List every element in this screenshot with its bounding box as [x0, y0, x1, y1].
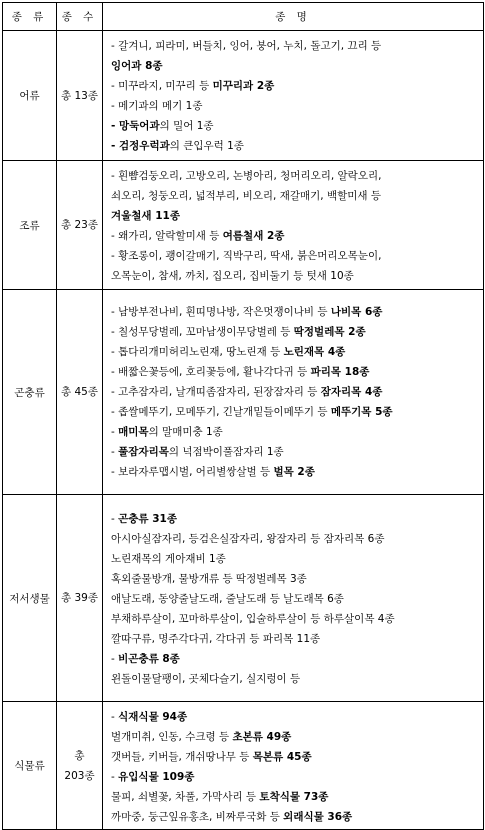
species-text: 노린재목의 게아재비 1종	[111, 553, 226, 565]
species-group-bold: 풀잠자리목	[118, 446, 169, 458]
species-line	[111, 462, 483, 482]
species-text: - 보라자루맵시벌, 어리별쌍살벌 등	[111, 466, 274, 478]
count-cell	[57, 290, 103, 495]
species-line	[111, 402, 483, 422]
count-text: 총 39종	[61, 592, 98, 604]
species-cell	[103, 495, 484, 702]
species-line	[111, 302, 483, 322]
category-cell: 조류	[3, 161, 57, 290]
species-text: - 흰뺨검둥오리, 고방오리, 논병아리, 청머리오리, 알락오리,	[111, 170, 382, 182]
species-group-bold: 파리목 18종	[310, 366, 370, 378]
species-group-bold: 토착식물 73종	[259, 791, 329, 803]
count-cell	[57, 702, 103, 830]
species-line	[111, 116, 483, 136]
species-text: - 남방부전나비, 흰띠명나방, 작은멋쟁이나비 등	[111, 306, 331, 318]
species-group-bold: - 검정우럭과	[111, 140, 170, 152]
species-line	[111, 767, 483, 787]
species-line	[111, 266, 483, 286]
species-group-bold: 매미목	[118, 426, 149, 438]
species-text: -	[111, 426, 119, 438]
species-line	[111, 186, 483, 206]
species-group-bold: 겨울철새 11종	[111, 210, 180, 222]
header-species: 종 명	[103, 3, 484, 31]
species-text: -	[111, 513, 119, 525]
species-line	[111, 226, 483, 246]
species-text: - 배짧은꽃등에, 호리꽃등에, 활나각다귀 등	[111, 366, 311, 378]
species-text: - 칠성무당벌레, 꼬마남생이무당벌레 등	[111, 326, 294, 338]
species-text: 의 큰입우럭 1종	[169, 140, 244, 152]
species-text: 혹외줄물방개, 물방개류 등 딱정벌레목 3종	[111, 573, 307, 585]
species-line	[111, 342, 483, 362]
table-body	[3, 31, 484, 830]
species-text: - 왜가리, 알락할미새 등	[111, 230, 223, 242]
species-line	[111, 76, 483, 96]
category-cell: 어류	[3, 31, 57, 161]
species-line	[111, 649, 483, 669]
species-cell	[103, 161, 484, 290]
species-text: 애날도래, 동양줄날도래, 줄날도래 등 날도래목 6종	[111, 593, 344, 605]
species-group-bold: 잉어과 8종	[111, 60, 163, 72]
species-group-bold: 잠자리목 4종	[320, 386, 383, 398]
species-line	[111, 382, 483, 402]
species-line	[111, 609, 483, 629]
species-line	[111, 206, 483, 226]
species-line	[111, 166, 483, 186]
species-cell	[103, 31, 484, 161]
species-line	[111, 422, 483, 442]
count-cell	[57, 31, 103, 161]
species-group-bold: 외래식물 36종	[283, 811, 353, 823]
species-line	[111, 787, 483, 807]
species-group-bold: 여름철새 2종	[222, 230, 285, 242]
species-text: 왼돌이물달팽이, 곳체다슬기, 실지렁이 등	[111, 673, 301, 685]
header-count: 종 수	[57, 3, 103, 31]
species-text: 아시아실잠자리, 등검은실잠자리, 왕잠자리 등 잠자리목 6종	[111, 533, 385, 545]
header-row	[3, 3, 484, 31]
species-line	[111, 707, 483, 727]
species-cell	[103, 702, 484, 830]
species-group-bold: 초본류 49종	[232, 731, 292, 743]
count-text: 총 13종	[61, 89, 98, 102]
species-text: 벌개미취, 인동, 수크령 등	[111, 731, 233, 743]
species-cell	[103, 290, 484, 495]
species-text: - 고추잠자리, 날개띠좀잠자리, 된장잠자리 등	[111, 386, 321, 398]
species-line	[111, 362, 483, 382]
species-line	[111, 136, 483, 156]
species-text: 까마중, 둥근잎유홍초, 비짜루국화 등	[111, 811, 284, 823]
species-text: - 갈겨니, 피라미, 버들치, 잉어, 붕어, 누치, 돌고기, 끄리 등	[111, 40, 382, 52]
species-text: 의 넉점박이풀잠자리 1종	[168, 446, 284, 458]
species-group-bold: 유입식물 109종	[118, 771, 195, 783]
category-cell: 식물류	[3, 702, 57, 830]
species-line	[111, 509, 483, 529]
species-line	[111, 807, 483, 827]
species-text: 의 밀어 1종	[159, 120, 214, 132]
table-row	[3, 31, 484, 161]
species-text: - 좁쌀메뚜기, 모메뚜기, 긴날개밑들이메뚜기 등	[111, 406, 331, 418]
species-text: -	[111, 446, 119, 458]
species-group-bold: 딱정벌레목 2종	[293, 326, 366, 338]
species-group-bold: 노린재목 4종	[283, 346, 346, 358]
count-text: 총 45종	[61, 386, 98, 398]
species-line	[111, 246, 483, 266]
header-category: 종 류	[3, 3, 57, 31]
species-line	[111, 569, 483, 589]
species-line	[111, 56, 483, 76]
species-text: -	[111, 653, 119, 665]
species-group-bold: 미꾸리과 2종	[212, 80, 275, 92]
species-line	[111, 529, 483, 549]
count-cell	[57, 495, 103, 702]
species-line	[111, 747, 483, 767]
count-text: 203종	[64, 769, 95, 782]
table-row	[3, 161, 484, 290]
species-text: -	[111, 711, 119, 723]
species-text: - 황조롱이, 괭이갈매기, 직박구리, 딱새, 붉은머리오목눈이,	[111, 250, 382, 262]
species-group-bold: 비곤충류 8종	[118, 653, 180, 665]
species-text: - 톱다리개미허리노린재, 땅노린재 등	[111, 346, 284, 358]
species-text: - 미꾸라지, 미꾸리 등	[111, 80, 213, 92]
species-line	[111, 669, 483, 689]
category-cell: 저서생물	[3, 495, 57, 702]
species-group-bold: 메뚜기목 5종	[330, 406, 393, 418]
species-text: 갯버들, 키버들, 개쉬땅나무 등	[111, 751, 253, 763]
species-text: 깔따구류, 명주각다귀, 각다귀 등 파리목 11종	[111, 633, 321, 645]
species-text: 오목눈이, 참새, 까치, 집오리, 집비둘기 등 텃새 10종	[111, 270, 354, 282]
species-text: 물피, 쇠별꽃, 차풀, 가막사리 등	[111, 791, 260, 803]
species-group-bold: 나비목 6종	[330, 306, 383, 318]
species-text: 부채하루살이, 꼬마하루살이, 입술하루살이 등 하루살이목 4종	[111, 613, 395, 625]
species-line	[111, 322, 483, 342]
category-cell: 곤충류	[3, 290, 57, 495]
species-line	[111, 629, 483, 649]
species-line	[111, 36, 483, 56]
species-text: - 메기과의 메기 1종	[111, 100, 203, 112]
species-group-bold: 곤충류 31종	[118, 513, 177, 525]
species-line	[111, 727, 483, 747]
species-group-bold: - 망둑어과	[111, 120, 160, 132]
count-cell	[57, 161, 103, 290]
table-row	[3, 702, 484, 830]
species-text: 의 말매미충 1종	[148, 426, 223, 438]
table-row	[3, 290, 484, 495]
species-group-bold: 목본류 45종	[252, 751, 312, 763]
species-text: -	[111, 771, 119, 783]
table-row	[3, 495, 484, 702]
count-text: 총 23종	[61, 219, 98, 231]
species-text: 쇠오리, 청둥오리, 넓적부리, 비오리, 재갈매기, 백할미새 등	[111, 190, 382, 202]
species-line	[111, 442, 483, 462]
species-group-bold: 벌목 2종	[273, 466, 315, 478]
species-line	[111, 589, 483, 609]
species-line	[111, 549, 483, 569]
species-group-bold: 식재식물 94종	[118, 711, 188, 723]
species-table	[2, 2, 484, 830]
count-text: 총	[74, 749, 85, 762]
species-line	[111, 96, 483, 116]
